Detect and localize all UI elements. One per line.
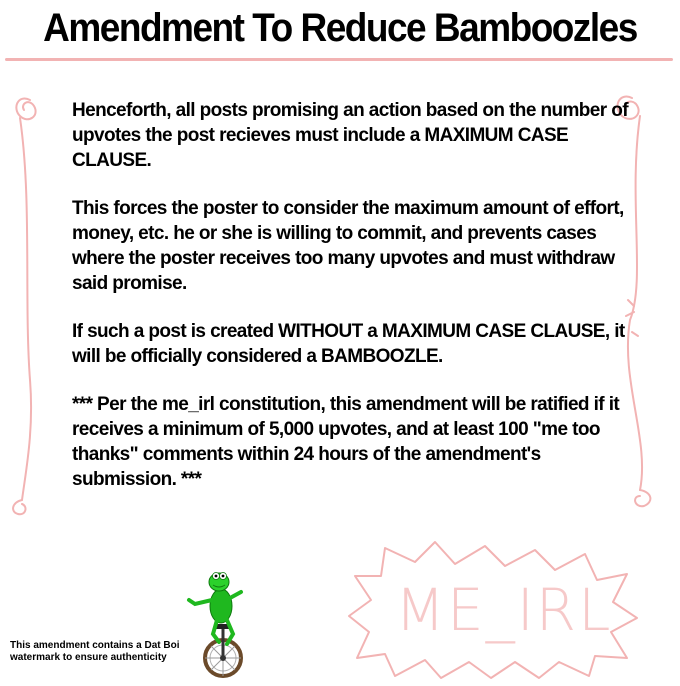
me-irl-stamp-label: ME_IRL <box>395 576 613 644</box>
paragraph-3-emphasis-2: BAMBOOZLE. <box>321 346 443 367</box>
paragraph-1-emphasis: MAXIMUM CASE CLAUSE. <box>72 125 569 171</box>
amendment-paragraph-4: *** Per the me_irl constitution, this amendment will be ratified if it receives a minimum of 5,000 upvotes, and at least 100 "me too thanks" comments within 24 hours of the amendment's submission. *** <box>72 394 620 490</box>
left-scroll-edge <box>20 118 31 500</box>
dat-boi-watermark-note: This amendment contains a Dat Boi watermark to ensure authenticity <box>10 640 180 663</box>
paragraph-3-lead: If such a post is created <box>72 321 274 342</box>
paragraph-3-emphasis-1: WITHOUT a MAXIMUM CASE CLAUSE, <box>278 321 610 342</box>
amendment-paragraph-2: This forces the poster to consider the maximum amount of effort, money, etc. he or she is willing to commit, and prevents cases where the poster receives too many upvotes and must withdraw said promise. <box>72 198 624 294</box>
paragraph-3-middle: it will be officially considered a <box>72 321 625 367</box>
amendment-body <box>72 98 632 515</box>
page-title: Amendment To Reduce Bamboozles <box>43 5 637 50</box>
left-scroll-curl-bottom <box>13 500 25 514</box>
amendment-paragraph-3 <box>72 319 632 369</box>
paragraph-1-text: Henceforth, all posts promising an action based on the number of upvotes the post recieves must include a <box>72 100 628 146</box>
amendment-paragraph-1 <box>72 98 632 173</box>
left-scroll-curl-top <box>16 99 35 120</box>
right-scroll-curl-bottom <box>635 490 650 506</box>
